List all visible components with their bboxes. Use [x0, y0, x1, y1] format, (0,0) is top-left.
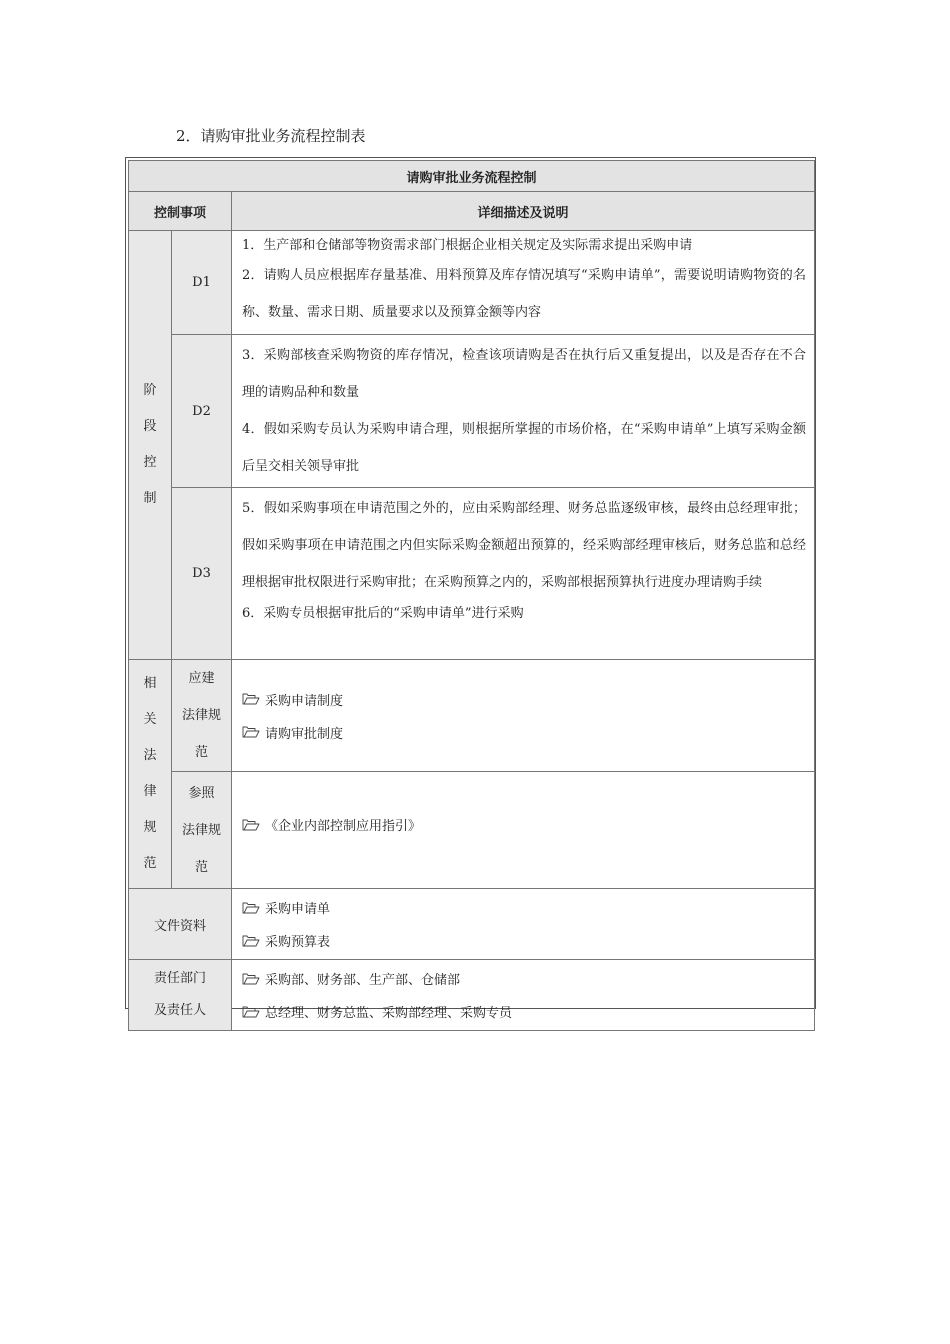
stage-detail: 3．采购部核查采购物资的库存情况，检查该项请购是否在执行后又重复提出，以及是否存在不合理的请购品种和数量 4．假如采购专员认为采购申请合理，则根据所掌握的市场价格，在“采购申请单”上填写采购金额后呈交相关领导审批 [232, 335, 815, 488]
table-row [129, 660, 815, 772]
folder-icon [242, 819, 260, 831]
responsibility-label: 责任部门 及责任人 [129, 960, 232, 1031]
list-item: 《企业内部控制应用指引》 [242, 808, 806, 841]
folder-icon [242, 726, 260, 738]
folder-icon [242, 902, 260, 914]
table-row [129, 889, 815, 960]
stage-code: D1 [172, 231, 232, 335]
folder-icon [242, 973, 260, 985]
folder-icon [242, 935, 260, 947]
folder-icon [242, 1006, 260, 1018]
stage-code: D3 [172, 488, 232, 660]
table-row [129, 231, 815, 335]
table-row [129, 960, 815, 1031]
table-row [129, 488, 815, 660]
table-row [129, 772, 815, 889]
stage-detail: 5．假如采购事项在申请范围之外的，应由采购部经理、财务总监逐级审核，最终由总经理审批；假如采购事项在申请范围之内但实际采购金额超出预算的，经采购部经理审核后，财务总监和总经理根据审批权限进行采购审批；在采购预算之内的，采购部根据预算执行进度办理请购手续 6．采购专员根据审批后的“采购申请单”进行采购 [232, 488, 815, 660]
col-header-control-item: 控制事项 [129, 192, 232, 231]
col-header-detail: 详细描述及说明 [232, 192, 815, 231]
should-build-law-label: 应建 法律规 范 [172, 660, 232, 772]
reference-law-label: 参照 法律规 范 [172, 772, 232, 889]
list-item: 采购申请制度 [242, 683, 806, 716]
stage-control-label: 阶 段 控 制 [129, 231, 172, 660]
stage-code: D2 [172, 335, 232, 488]
folder-icon [242, 693, 260, 705]
reference-law-list [232, 772, 815, 889]
section-heading: 2．请购审批业务流程控制表 [176, 127, 366, 145]
table-row [129, 335, 815, 488]
list-item: 总经理、财务总监、采购部经理、采购专员 [242, 995, 806, 1028]
control-table [128, 160, 815, 1031]
list-item: 采购预算表 [242, 924, 806, 957]
list-item: 请购审批制度 [242, 716, 806, 749]
documents-label: 文件资料 [129, 889, 232, 960]
list-item: 采购部、财务部、生产部、仓储部 [242, 962, 806, 995]
table-title: 请购审批业务流程控制 [129, 161, 815, 192]
stage-detail: 1．生产部和仓储部等物资需求部门根据企业相关规定及实际需求提出采购申请 2．请购人员应根据库存量基准、用料预算及库存情况填写“采购申请单”，需要说明请购物资的名称、数量、需求日期、质量要求以及预算金额等内容 [232, 231, 815, 335]
list-item: 采购申请单 [242, 891, 806, 924]
documents-list [232, 889, 815, 960]
should-build-law-list [232, 660, 815, 772]
related-law-label: 相 关 法 律 规 范 [129, 660, 172, 889]
responsibility-list [232, 960, 815, 1031]
